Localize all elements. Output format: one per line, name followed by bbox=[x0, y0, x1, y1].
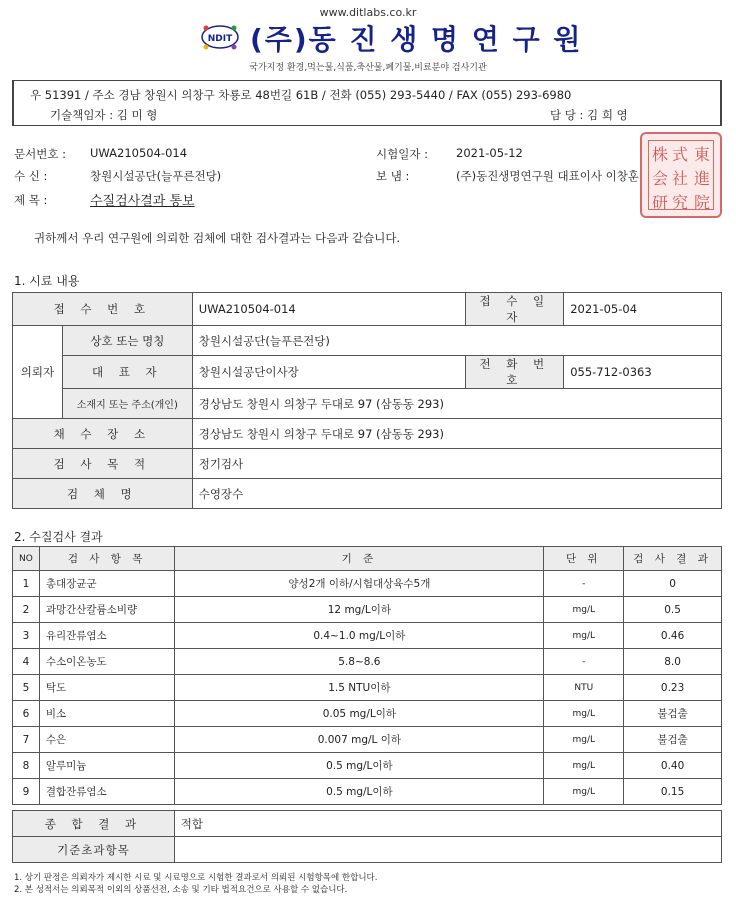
section2-title: 2. 수질검사 결과 bbox=[14, 530, 103, 544]
result-unit: NTU bbox=[544, 675, 624, 701]
result-no: 8 bbox=[13, 753, 40, 779]
recipient: 창원시설공단(늘푸른전당) bbox=[90, 169, 222, 183]
client-name-label: 상호 또는 명칭 bbox=[62, 326, 192, 356]
result-no: 9 bbox=[13, 779, 40, 805]
contact-address-line: 우 51391 / 주소 경남 창원시 의창구 차룡로 48번길 61B / 전화 (055) 293-5440 / FAX (055) 293-6980 bbox=[30, 88, 572, 102]
doc-number: UWA210504-014 bbox=[90, 146, 188, 160]
result-standard: 0.4~1.0 mg/L이하 bbox=[175, 623, 544, 649]
result-no: 1 bbox=[13, 571, 40, 597]
col-item: 검 사 항 목 bbox=[39, 547, 175, 571]
result-unit: mg/L bbox=[544, 701, 624, 727]
col-no: NO bbox=[13, 547, 40, 571]
result-row bbox=[13, 727, 722, 753]
client-label: 의뢰자 bbox=[13, 326, 63, 419]
result-no: 4 bbox=[13, 649, 40, 675]
receipt-date-label: 접 수 일 자 bbox=[466, 293, 564, 326]
result-row bbox=[13, 675, 722, 701]
result-no: 2 bbox=[13, 597, 40, 623]
result-unit: mg/L bbox=[544, 623, 624, 649]
result-standard: 0.5 mg/L이하 bbox=[175, 753, 544, 779]
result-unit: mg/L bbox=[544, 779, 624, 805]
result-value: 불검출 bbox=[624, 727, 722, 753]
subject: 수질검사결과 통보 bbox=[90, 194, 195, 209]
test-purpose: 정기검사 bbox=[192, 449, 721, 479]
overall-result-label: 종 합 결 과 bbox=[13, 811, 175, 837]
result-row bbox=[13, 779, 722, 805]
recipient-label: 수 신 : bbox=[14, 169, 48, 183]
address: 경상남도 창원시 의창구 두대로 97 (삼동동 293) bbox=[192, 389, 721, 419]
tech-manager: 기술책임자 : 김 미 형 bbox=[50, 108, 158, 122]
result-row bbox=[13, 623, 722, 649]
result-unit: mg/L bbox=[544, 727, 624, 753]
result-row bbox=[13, 701, 722, 727]
result-no: 3 bbox=[13, 623, 40, 649]
receipt-no-label: 접 수 번 호 bbox=[13, 293, 193, 326]
col-result: 검 사 결 과 bbox=[624, 547, 722, 571]
result-no: 7 bbox=[13, 727, 40, 753]
section1-title: 1. 시료 내용 bbox=[14, 274, 80, 288]
results-table bbox=[12, 546, 722, 805]
col-standard: 기 준 bbox=[175, 547, 544, 571]
result-value: 8.0 bbox=[624, 649, 722, 675]
doc-number-label: 문서번호 : bbox=[14, 147, 66, 161]
exceed-items-label: 기준초과항목 bbox=[13, 837, 175, 863]
result-item: 탁도 bbox=[39, 675, 175, 701]
company-logo bbox=[200, 22, 240, 52]
phone-label: 전 화 번 호 bbox=[466, 356, 564, 389]
company-seal: 株 式 東 会 社 進 研 究 院 bbox=[640, 132, 722, 218]
receipt-date: 2021-05-04 bbox=[564, 293, 722, 326]
result-item: 과망간산칼륨소비량 bbox=[39, 597, 175, 623]
result-standard: 1.5 NTU이하 bbox=[175, 675, 544, 701]
sender: (주)동진생명연구원 대표이사 이창훈 bbox=[456, 169, 639, 183]
result-row bbox=[13, 649, 722, 675]
logo-text: NDIT bbox=[207, 34, 233, 44]
result-value: 0.5 bbox=[624, 597, 722, 623]
result-no: 6 bbox=[13, 701, 40, 727]
result-value: 0.40 bbox=[624, 753, 722, 779]
result-standard: 5.8~8.6 bbox=[175, 649, 544, 675]
test-date-label: 시험일자 : bbox=[376, 147, 428, 161]
test-purpose-label: 검 사 목 적 bbox=[13, 449, 193, 479]
greeting-text: 귀하께서 우리 연구원에 의뢰한 검체에 대한 검사결과는 다음과 같습니다. bbox=[34, 231, 401, 245]
specimen-label: 검 체 명 bbox=[13, 479, 193, 509]
result-unit: - bbox=[544, 649, 624, 675]
result-standard: 12 mg/L이하 bbox=[175, 597, 544, 623]
result-standard: 0.5 mg/L이하 bbox=[175, 779, 544, 805]
result-row bbox=[13, 597, 722, 623]
phone: 055-712-0363 bbox=[564, 356, 722, 389]
result-unit: mg/L bbox=[544, 753, 624, 779]
company-subtitle: 국가지정 환경,먹는물,식품,축산물,폐기물,비료분야 검사기관 bbox=[249, 63, 487, 73]
exceed-items bbox=[174, 837, 721, 863]
test-date: 2021-05-12 bbox=[456, 146, 523, 160]
sampling-place: 경상남도 창원시 의창구 두대로 97 (삼동동 293) bbox=[192, 419, 721, 449]
result-item: 비소 bbox=[39, 701, 175, 727]
summary-table bbox=[12, 810, 722, 863]
company-name: (주)동 진 생 명 연 구 원 bbox=[250, 23, 583, 56]
result-value: 0.23 bbox=[624, 675, 722, 701]
result-value: 0 bbox=[624, 571, 722, 597]
address-label: 소재지 또는 주소(개인) bbox=[62, 389, 192, 419]
client-name: 창원시설공단(늘푸른전당) bbox=[192, 326, 721, 356]
representative-label: 대 표 자 bbox=[62, 356, 192, 389]
representative: 창원시설공단이사장 bbox=[192, 356, 466, 389]
result-row bbox=[13, 571, 722, 597]
result-no: 5 bbox=[13, 675, 40, 701]
result-value: 불검출 bbox=[624, 701, 722, 727]
result-item: 유리잔류염소 bbox=[39, 623, 175, 649]
result-value: 0.46 bbox=[624, 623, 722, 649]
result-unit: mg/L bbox=[544, 597, 624, 623]
result-unit: - bbox=[544, 571, 624, 597]
result-standard: 0.007 mg/L 이하 bbox=[175, 727, 544, 753]
specimen: 수영장수 bbox=[192, 479, 721, 509]
result-item: 수소이온농도 bbox=[39, 649, 175, 675]
col-unit: 단 위 bbox=[544, 547, 624, 571]
website-url: www.ditlabs.co.kr bbox=[319, 6, 417, 19]
result-standard: 0.05 mg/L이하 bbox=[175, 701, 544, 727]
overall-result: 적합 bbox=[174, 811, 721, 837]
result-value: 0.15 bbox=[624, 779, 722, 805]
result-item: 알루미늄 bbox=[39, 753, 175, 779]
result-row bbox=[13, 753, 722, 779]
footnote-1: 1. 상기 판정은 의뢰자가 제시한 시료 및 시료명으로 시험한 결과로서 의뢰된 시험항목에 한합니다. bbox=[14, 873, 378, 883]
staff-in-charge: 담 당 : 김 희 영 bbox=[550, 108, 628, 122]
result-item: 수은 bbox=[39, 727, 175, 753]
footnote-2: 2. 본 성적서는 의뢰목적 이외의 상품선전, 소송 및 기타 법적요건으로 사용할 수 없습니다. bbox=[14, 885, 348, 895]
result-standard: 양성2개 이하/시험대상육수5개 bbox=[175, 571, 544, 597]
result-item: 총대장균군 bbox=[39, 571, 175, 597]
footnotes bbox=[14, 872, 377, 896]
sample-info-table bbox=[12, 292, 722, 509]
receipt-no: UWA210504-014 bbox=[192, 293, 466, 326]
subject-label: 제 목 : bbox=[14, 193, 48, 207]
sampling-place-label: 채 수 장 소 bbox=[13, 419, 193, 449]
result-item: 결합잔류염소 bbox=[39, 779, 175, 805]
sender-label: 보 냄 : bbox=[376, 169, 410, 183]
